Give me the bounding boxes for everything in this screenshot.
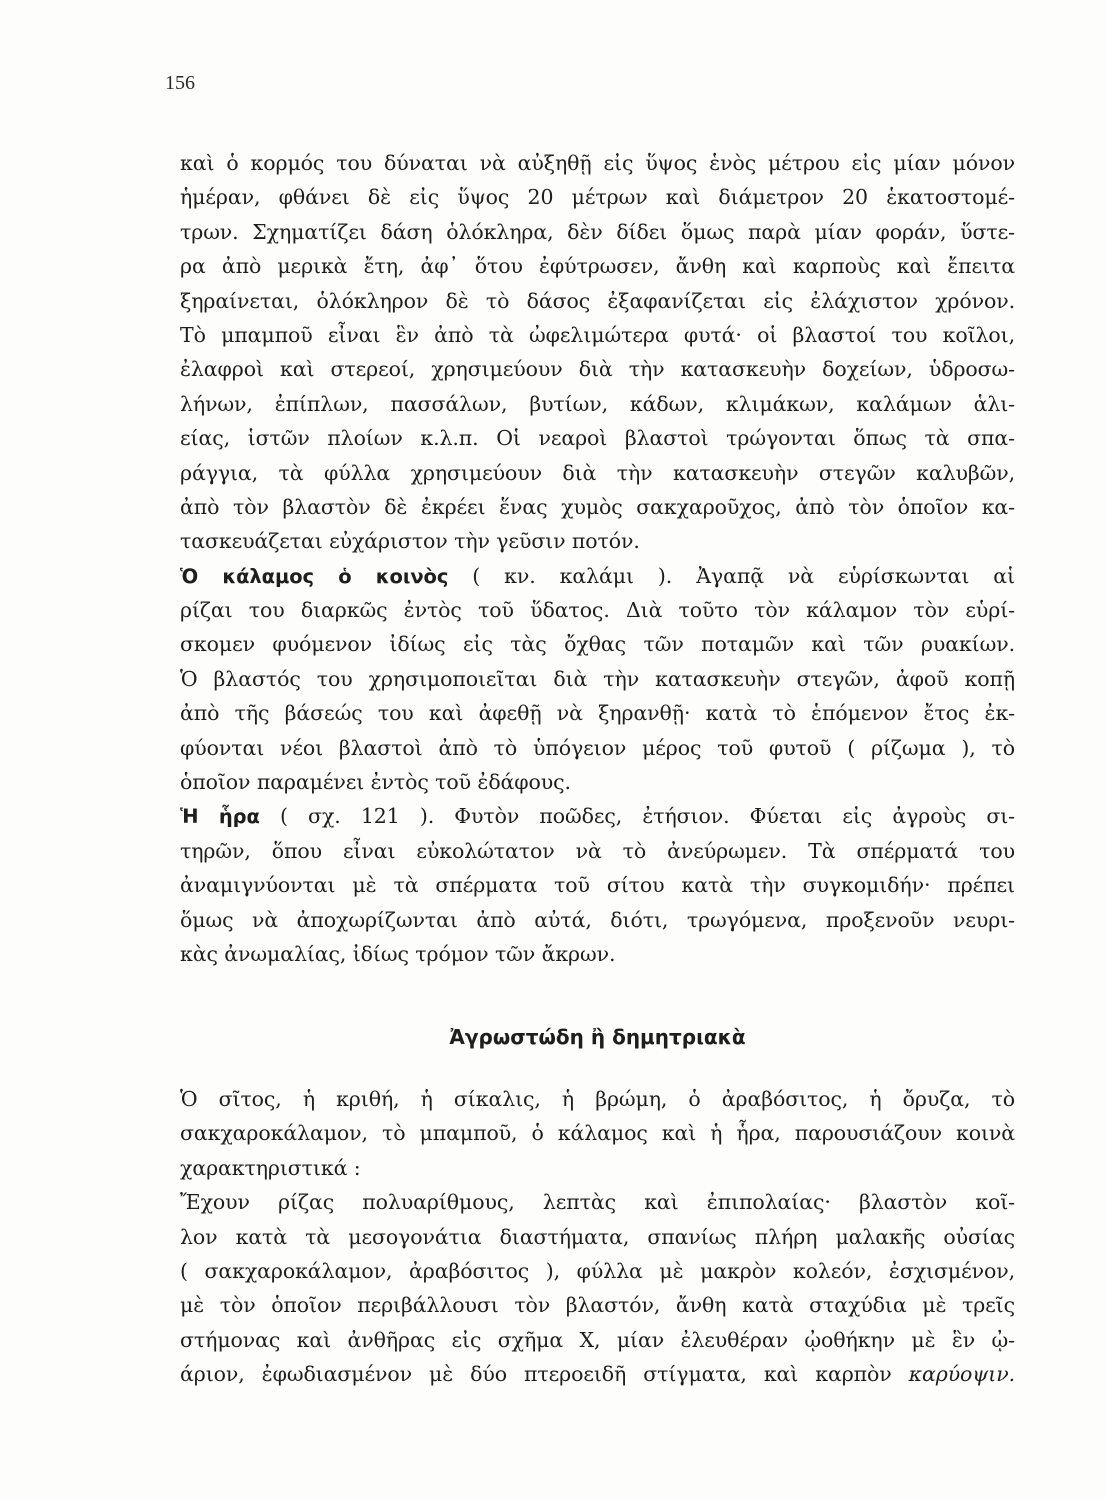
text-line: ( σακχαροκάλαμον, ἀραβόσιτος ), φύλλα μὲ μακρὸν κολεόν, ἐσχισμένον, bbox=[180, 1258, 1015, 1283]
text-run: άριον, ἐφωδιασμένον μὲ δύο πτεροειδῆ στίγματα, καὶ καρπὸν bbox=[180, 1362, 909, 1387]
text-line: καὶ ὁ κορμός του δύναται νὰ αὐξηθῇ εἰς ὕψος ἑνὸς μέτρου εἰς μίαν μόνον bbox=[180, 151, 1015, 175]
text-line: λον κατὰ τὰ μεσογονάτια διαστήματα, σπανίως πλήρη μαλακῆς οὐσίας bbox=[180, 1224, 1015, 1249]
text-line: ξηραίνεται, ὁλόκληρον δὲ τὸ δάσος ἐξαφανίζεται εἰς ἐλάχιστον χρόνον. bbox=[180, 288, 1015, 313]
text-line: ἀπὸ τῆς βάσεώς του καὶ ἀφεθῇ νὰ ξηρανθῇ· κατὰ τὸ ἑπόμενον ἔτος ἐκ- bbox=[180, 701, 1015, 726]
text-line: ρα ἀπὸ μερικὰ ἔτη, ἀφ᾽ ὅτου ἐφύτρωσεν, ἄνθη καὶ καρποὺς καὶ ἔπειτα bbox=[180, 254, 1015, 279]
section-heading-grasses: Ἀγρωστώδη ἢ δημητριακὰ bbox=[449, 1025, 746, 1049]
text-line: κὰς ἀνωμαλίας, ἰδίως τρόμον τῶν ἄκρων. bbox=[180, 941, 616, 966]
text-run: ( κν. καλάμι ). Ἀγαπᾷ νὰ εὑρίσκωνται αἱ bbox=[448, 563, 1015, 588]
text-line: μὲ τὸν ὁποῖον περιβάλλουσι τὸν βλαστόν, ἄνθη κατὰ σταχύδια μὲ τρεῖς bbox=[180, 1293, 1015, 1318]
text-line: φύονται νέοι βλαστοὶ ἀπὸ τὸ ὑπόγειον μέρος τοῦ φυτοῦ ( ρίζωμα ), τὸ bbox=[180, 735, 1015, 760]
text-line: ἀπὸ τὸν βλαστὸν δὲ ἐκρέει ἕνας χυμὸς σακχαροῦχος, ἀπὸ τὸν ὁποῖον κα- bbox=[180, 494, 1015, 519]
text-line: λήνων, ἐπίπλων, πασσάλων, βυτίων, κάδων, κλιμάκων, καλάμων ἁλι- bbox=[180, 391, 1015, 416]
section-grasses bbox=[180, 1082, 1015, 1392]
text-line: στήμονας καὶ ἀνθῆρας εἰς σχῆμα Χ, μίαν ἐλευθέραν ᾠοθήκην μὲ ἓν ᾠ- bbox=[180, 1327, 1015, 1352]
text-line: ράγγια, τὰ φύλλα χρησιμεύουν διὰ τὴν κατασκευὴν στεγῶν καλυβῶν, bbox=[180, 460, 1015, 485]
term-karyopsis: καρύοψιν. bbox=[908, 1362, 1015, 1387]
page-number: 156 bbox=[165, 72, 195, 94]
text-line: σκομεν φυόμενον ἰδίως εἰς τὰς ὄχθας τῶν ποταμῶν καὶ τῶν ρυακίων. bbox=[180, 632, 1015, 657]
text-line-last bbox=[180, 1357, 1015, 1391]
text-line: Ὁ σῖτος, ἡ κριθή, ἡ σίκαλις, ἡ βρώμη, ὁ ἀραβόσιτος, ἡ ὄρυζα, τὸ bbox=[180, 1087, 1015, 1111]
section-bamboo-reed-ira bbox=[180, 146, 1015, 971]
text-line: ἀναμιγνύονται μὲ τὰ σπέρματα τοῦ σίτου κατὰ τὴν συγκομιδήν· πρέπει bbox=[180, 873, 1015, 898]
text-line: Ὁ βλαστός του χρησιμοποιεῖται διὰ τὴν κατασκευὴν στεγῶν, ἀφοῦ κοπῇ bbox=[180, 666, 1015, 691]
text-line: τασκευάζεται εὐχάριστον τὴν γεῦσιν ποτόν. bbox=[180, 529, 640, 554]
text-line: ὅμως νὰ ἀποχωρίζωνται ἀπὸ αὐτά, διότι, τρωγόμενα, προξενοῦν νευρι- bbox=[180, 907, 1015, 932]
text-line: Ἔχουν ρίζας πολυαρίθμους, λεπτὰς καὶ ἐπιπολαίας· βλαστὸν κοῖ- bbox=[180, 1190, 1015, 1215]
paragraph-kalamos-first-line bbox=[180, 559, 1015, 593]
text-line: ὁποῖον παραμένει ἐντὸς τοῦ ἐδάφους. bbox=[180, 770, 571, 795]
text-line: τηρῶν, ὅπου εἶναι εὐκολώτατον νὰ τὸ ἀνεύρωμεν. Τὰ σπέρματά του bbox=[180, 838, 1015, 863]
text-line: σακχαροκάλαμον, τὸ μπαμποῦ, ὁ κάλαμος καὶ ἡ ἧρα, παρουσιάζουν κοινὰ bbox=[180, 1121, 1015, 1146]
text-line: ἐλαφροὶ καὶ στερεοί, χρησιμεύουν διὰ τὴν κατασκευὴν δοχείων, ὑδροσω- bbox=[180, 357, 1015, 382]
text-run: ( σχ. 121 ). Φυτὸν ποῶδες, ἐτήσιον. Φύεται εἰς ἀγροὺς σι- bbox=[259, 804, 1015, 829]
text-line: ἡμέραν, φθάνει δὲ εἰς ὕψος 20 μέτρων καὶ διάμετρον 20 ἑκατοστομέ- bbox=[180, 185, 1015, 210]
text-line: χαρακτηριστικά : bbox=[180, 1155, 361, 1180]
term-ira: Ἡ ἧρα bbox=[180, 805, 260, 829]
paragraph-ira-first-line bbox=[180, 799, 1015, 833]
text-line: Τὸ μπαμποῦ εἶναι ἓν ἀπὸ τὰ ὠφελιμώτερα φυτά· οἱ βλαστοί του κοῖλοι, bbox=[180, 322, 1015, 347]
term-kalamos: Ὁ κάλαμος ὁ κοινὸς bbox=[180, 564, 449, 588]
text-line: ρίζαι του διαρκῶς ἐντὸς τοῦ ὕδατος. Διὰ τοῦτο τὸν κάλαμον τὸν εὑρί- bbox=[180, 598, 1015, 623]
text-line: τρων. Σχηματίζει δάση ὁλόκληρα, δὲν δίδει ὅμως παρὰ μίαν φοράν, ὕστε- bbox=[180, 219, 1015, 244]
text-line: είας, ἱστῶν πλοίων κ.λ.π. Οἱ νεαροὶ βλαστοὶ τρώγονται ὅπως τὰ σπα- bbox=[180, 426, 1015, 451]
